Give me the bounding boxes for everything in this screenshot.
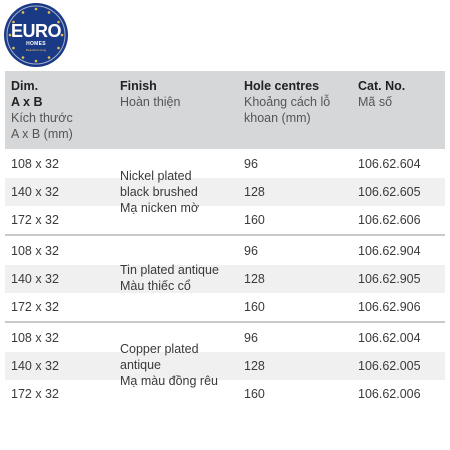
finish-line: Mạ nicken mờ [120, 201, 200, 215]
header-hole [244, 78, 330, 126]
eurohomes-logo [4, 3, 68, 67]
table-header [5, 71, 445, 149]
cell-dim: 172 x 32 [11, 387, 59, 401]
cell-hole: 128 [244, 185, 265, 199]
cell-hole: 96 [244, 244, 258, 258]
cell-cat: 106.62.605 [358, 185, 421, 199]
cell-dim: 172 x 32 [11, 300, 59, 314]
finish-line: Nickel plated [120, 169, 192, 183]
star-icon [48, 11, 51, 14]
group-divider [5, 321, 445, 323]
cell-hole: 96 [244, 331, 258, 345]
header-dim-title: Dim. [11, 79, 39, 93]
star-icon [22, 11, 25, 14]
finish-label [120, 341, 240, 389]
cell-dim: 108 x 32 [11, 331, 59, 345]
finish-line: Copper plated [120, 342, 199, 356]
cell-cat: 106.62.905 [358, 272, 421, 286]
header-hole-vi: Khoảng cách lỗ [244, 95, 331, 109]
header-hole-title: Hole centres [244, 79, 320, 93]
header-cat-vi: Mã số [358, 95, 393, 109]
cell-hole: 128 [244, 359, 265, 373]
cell-cat: 106.62.005 [358, 359, 421, 373]
cell-hole: 96 [244, 157, 258, 171]
finish-line: Tin plated antique [120, 263, 219, 277]
header-dim-axb: A x B [11, 95, 43, 109]
header-cat-title: Cat. No. [358, 79, 406, 93]
header-dim-vi: Kích thước [11, 111, 73, 125]
group-divider [5, 234, 445, 236]
cell-cat: 106.62.004 [358, 331, 421, 345]
finish-line: Mạ màu đồng rêu [120, 374, 218, 388]
cell-dim: 140 x 32 [11, 272, 59, 286]
cell-cat: 106.62.606 [358, 213, 421, 227]
cell-dim: 172 x 32 [11, 213, 59, 227]
logo-tagline: Beautiful Living [25, 48, 47, 52]
cell-dim: 140 x 32 [11, 359, 59, 373]
finish-label [120, 168, 240, 216]
header-hole-vi-unit: khoan (mm) [244, 111, 311, 125]
header-finish-title: Finish [120, 79, 157, 93]
star-icon [22, 56, 25, 59]
finish-line: antique [120, 358, 162, 372]
star-icon [48, 56, 51, 59]
cell-dim: 140 x 32 [11, 185, 59, 199]
cell-cat: 106.62.604 [358, 157, 421, 171]
logo-brand-text: EURO [10, 21, 61, 41]
finish-line: Màu thiếc cổ [120, 279, 191, 293]
cell-hole: 160 [244, 213, 265, 227]
cell-dim: 108 x 32 [11, 244, 59, 258]
star-icon [35, 8, 38, 11]
cell-cat: 106.62.904 [358, 244, 421, 258]
header-cat [358, 78, 405, 110]
table-row [5, 293, 445, 321]
finish-line: black brushed [120, 185, 198, 199]
finish-label [120, 262, 240, 294]
cell-hole: 160 [244, 300, 265, 314]
cell-hole: 160 [244, 387, 265, 401]
cell-hole: 128 [244, 272, 265, 286]
star-icon [35, 60, 38, 63]
header-finish [120, 78, 180, 110]
logo-sub-text: HOMES [26, 41, 46, 47]
cell-cat: 106.62.906 [358, 300, 421, 314]
header-dim [11, 78, 73, 142]
table-row [5, 237, 445, 265]
cell-dim: 108 x 32 [11, 157, 59, 171]
header-dim-vi-unit: A x B (mm) [11, 127, 73, 141]
header-finish-vi: Hoàn thiện [120, 95, 181, 109]
cell-cat: 106.62.006 [358, 387, 421, 401]
